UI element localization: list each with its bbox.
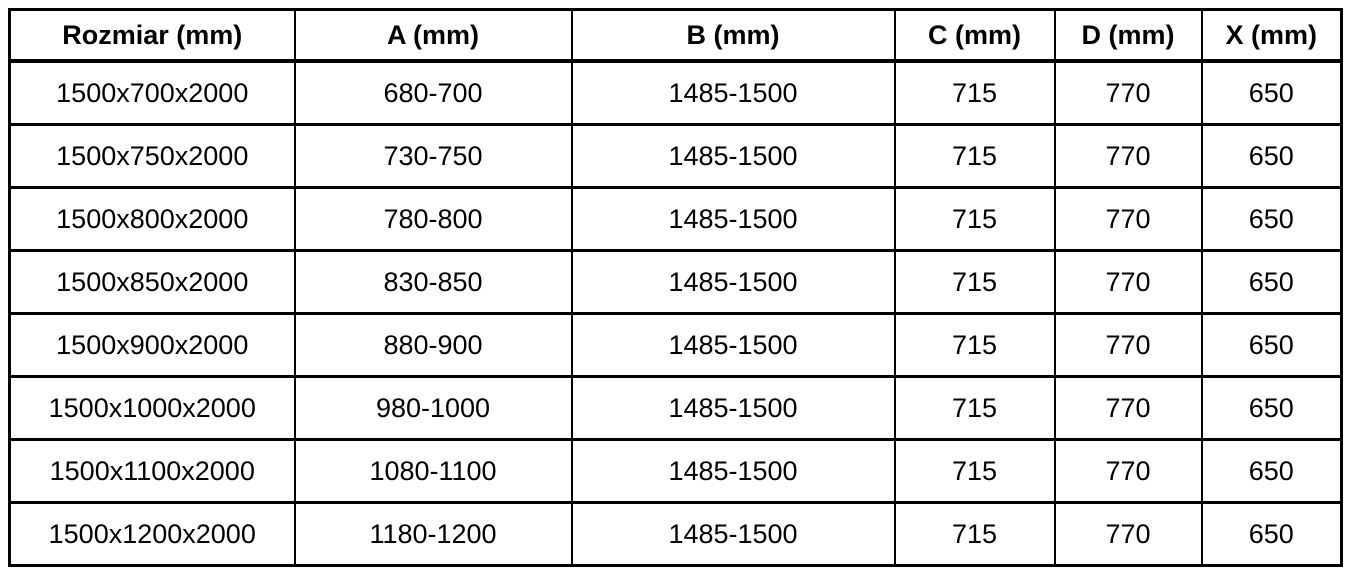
cell-b: 1485-1500 [572, 251, 895, 314]
header-row [10, 10, 1342, 62]
column-header-c: C (mm) [895, 10, 1055, 62]
cell-b: 1485-1500 [572, 377, 895, 440]
cell-rozmiar: 1500x850x2000 [10, 251, 295, 314]
cell-c: 715 [895, 503, 1055, 566]
cell-rozmiar: 1500x1100x2000 [10, 440, 295, 503]
cell-x: 650 [1202, 251, 1342, 314]
cell-x: 650 [1202, 377, 1342, 440]
cell-c: 715 [895, 61, 1055, 125]
cell-b: 1485-1500 [572, 503, 895, 566]
cell-c: 715 [895, 188, 1055, 251]
cell-d: 770 [1055, 440, 1202, 503]
cell-d: 770 [1055, 61, 1202, 125]
cell-d: 770 [1055, 314, 1202, 377]
column-header-b: B (mm) [572, 10, 895, 62]
column-header-x: X (mm) [1202, 10, 1342, 62]
cell-rozmiar: 1500x800x2000 [10, 188, 295, 251]
cell-x: 650 [1202, 188, 1342, 251]
table-row [10, 251, 1342, 314]
cell-d: 770 [1055, 503, 1202, 566]
cell-rozmiar: 1500x900x2000 [10, 314, 295, 377]
cell-rozmiar: 1500x750x2000 [10, 125, 295, 188]
column-header-rozmiar: Rozmiar (mm) [10, 10, 295, 62]
cell-a: 780-800 [295, 188, 572, 251]
cell-x: 650 [1202, 61, 1342, 125]
cell-c: 715 [895, 314, 1055, 377]
table-row [10, 377, 1342, 440]
table-row [10, 188, 1342, 251]
cell-x: 650 [1202, 125, 1342, 188]
table-row [10, 125, 1342, 188]
size-dimensions-table [8, 8, 1343, 567]
cell-c: 715 [895, 125, 1055, 188]
cell-a: 1080-1100 [295, 440, 572, 503]
cell-b: 1485-1500 [572, 440, 895, 503]
column-header-a: A (mm) [295, 10, 572, 62]
cell-rozmiar: 1500x1000x2000 [10, 377, 295, 440]
cell-c: 715 [895, 440, 1055, 503]
cell-d: 770 [1055, 251, 1202, 314]
cell-d: 770 [1055, 377, 1202, 440]
cell-a: 830-850 [295, 251, 572, 314]
cell-rozmiar: 1500x700x2000 [10, 61, 295, 125]
cell-b: 1485-1500 [572, 314, 895, 377]
cell-x: 650 [1202, 314, 1342, 377]
cell-rozmiar: 1500x1200x2000 [10, 503, 295, 566]
cell-a: 1180-1200 [295, 503, 572, 566]
column-header-d: D (mm) [1055, 10, 1202, 62]
cell-b: 1485-1500 [572, 125, 895, 188]
cell-d: 770 [1055, 188, 1202, 251]
table-row [10, 314, 1342, 377]
cell-c: 715 [895, 251, 1055, 314]
table-row [10, 503, 1342, 566]
cell-x: 650 [1202, 440, 1342, 503]
cell-c: 715 [895, 377, 1055, 440]
cell-d: 770 [1055, 125, 1202, 188]
cell-x: 650 [1202, 503, 1342, 566]
cell-a: 680-700 [295, 61, 572, 125]
cell-b: 1485-1500 [572, 188, 895, 251]
table-row [10, 440, 1342, 503]
table-row [10, 61, 1342, 125]
cell-a: 880-900 [295, 314, 572, 377]
cell-a: 730-750 [295, 125, 572, 188]
cell-a: 980-1000 [295, 377, 572, 440]
cell-b: 1485-1500 [572, 61, 895, 125]
